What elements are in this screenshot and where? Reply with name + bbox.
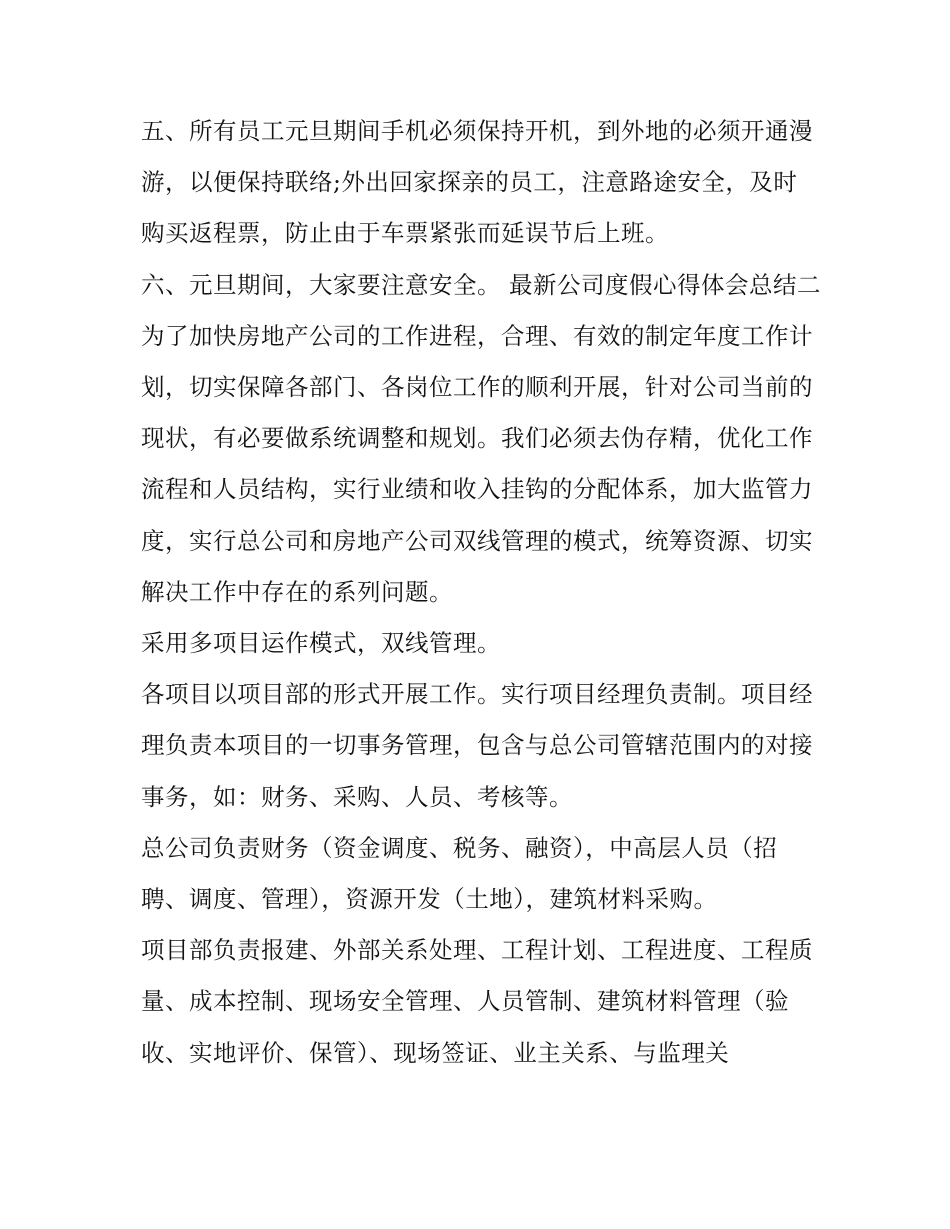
paragraph-intro: 为了加快房地产公司的工作进程，合理、有效的制定年度工作计划，切实保障各部门、各岗位工作的顺利开展，针对公司当前的现状，有必要做系统调整和规划。我们必须去伪存精，优化工作流程和人员结构，实行业绩和收入挂钩的分配体系，加大监管力度，实行总公司和房地产公司双线管理的模式，统筹资源、切实解决工作中存在的系列问题。 <box>141 321 813 606</box>
paragraph-head-office: 总公司负责财务（资金调度、税务、融资），中高层人员（招聘、调度、管理），资源开发（土地），建筑材料采购。 <box>141 833 778 914</box>
document-body <box>141 106 821 1079</box>
paragraph-project-department: 各项目以项目部的形式开展工作。实行项目经理负责制。项目经理负责本项目的一切事务管理，包含与总公司管辖范围内的对接事务，如：财务、采购、人员、考核等。 <box>141 680 813 811</box>
paragraph-operation-mode: 采用多项目运作模式，双线管理。 <box>141 629 501 658</box>
paragraph-safety-title: 六、元旦期间，大家要注意安全。 最新公司度假心得体会总结二 <box>141 270 821 299</box>
paragraph-project-responsibilities: 项目部负责报建、外部关系处理、工程计划、工程进度、工程质量、成本控制、现场安全管理、人员管制、建筑材料管理（验收、实地评价、保管）、现场签证、业主关系、与监理关 <box>141 936 813 1067</box>
paragraph-holiday-contact: 五、所有员工元旦期间手机必须保持开机，到外地的必须开通漫游，以便保持联络;外出回家探亲的员工，注意路途安全，及时购买返程票，防止由于车票紧张而延误节后上班。 <box>141 117 813 248</box>
